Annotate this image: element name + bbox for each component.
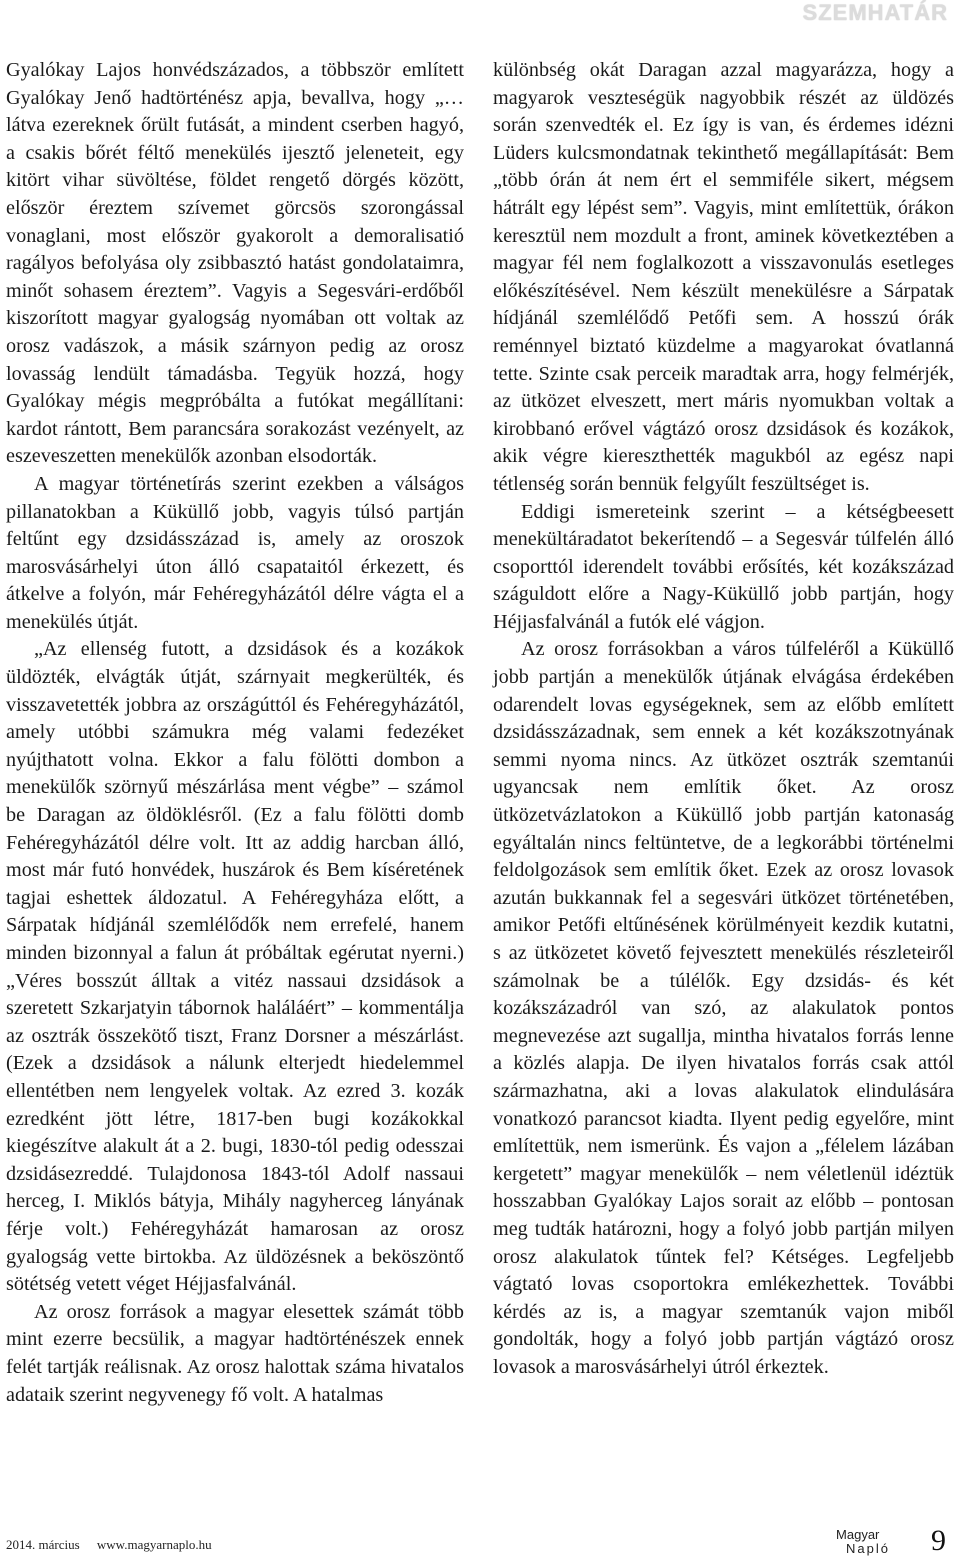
page-number: 9 (931, 1524, 946, 1557)
paragraph: „Az ellenség futott, a dzsidások és a kozákok üldözték, elvágták útját, szárnyait megkerülték, és visszavetették jobbra az országúttól és Fehéregyházától, amely utóbbi számukra még valami fedezéket nyújthatott volna. Ekkor a falu fölötti dombon a menekülők szörnyű mészárlása ment végbe” – számol be Daragan az öldöklésről. (Ez a falu fölötti domb Fehéregyházától délre volt. Itt az addig harcban álló, most már futó honvédek, huszárok és Bem kíséretének tagjai eshettek áldozatul. A Fehéregyháza előtt, a Sárpatak hídjánál szemlélődők nem errefelé, hanem minden bizonnyal a falun át próbáltak egérutat nyerni.) „Véres bosszút álltak a vitéz nassaui dzsidások a szeretett Szkarjatyin tábornok haláláért” – kommentálja az osztrák összekötő tiszt, Franz Dorsner a mészárlást. (Ezek a dzsidások a nálunk elterjedt hiedelemmel ellentétben nem lengyelek voltak. Az ezred 3. kozák ezredként jött létre, 1817-ben bugi kozákokkal kiegészítve alakult át a 2. bugi, 1830-tól pedig odesszai dzsidásezreddé. Tulajdonosa 1843-tól Adolf nassaui herceg, I. Miklós bátyja, Mihály nagyherceg lányának férje volt.) Fehéregyházát hamarosan az orosz gyalogság vette birtokba. Az üldözésnek a beköszöntő sötétség vetett véget Héjjasfalvánál. (6, 638, 464, 1296)
section-label: SZEMHATÁR (802, 0, 948, 25)
left-column (6, 57, 464, 1409)
logo-line-1: Magyar (836, 1527, 880, 1542)
paragraph: különbség okát Daragan azzal magyarázza, hogy a magyarok veszteségük nagyobbik részét az üldözés során szenvedték el. Ez így is van, és érdemes idézni Lüders kulcsmondatnak tekinthető megállapítását: Bem „több órán át nem ért el semmiféle sikert, mégsem hátrált egy lépést sem”. Vagyis, mint említettük, órákon keresztül nem mozdult a front, aminek következtében a magyar fél nem foglalkozott a visszavonulás esetleges előkészítésével. Nem készült menekülésre a Sárpatak hídjánál szemlélődő Petőfi sem. A hosszú órák reménnyel biztató küzdelme a magyarokat óvatlanná tette. Szinte csak perceik maradtak arra, hogy felmérjék, az ütközet elveszett, mert máris nyomukban voltak a kirobbanó erővel vágtázó orosz dzsidások és kozákok, akik végre kiereszthették magukból az egész napi tétlenség során bennük felgyűlt feszültséget is. (493, 59, 954, 495)
paragraph: A magyar történetírás szerint ezekben a válságos pillanatokban a Küküllő jobb, vagyis túlsó partján feltűnt egy dzsidásszázad is, amely az oroszok marosvásárhelyi úton álló csapataitól érkezett, és átkelve a folyón, már Fehéregyházától délre vágta el a menekülés útját. (6, 472, 464, 633)
footer-info (6, 1537, 212, 1553)
right-column (493, 57, 954, 1382)
paragraph: Gyalókay Lajos honvédszázados, a többször említett Gyalókay Jenő hadtörténész apja, bevallva, hogy „…látva ezereknek őrült futását, a mindent cserben hagyó, a csakis bőrét féltő menekülés ijesztő jeleneteit, egy kitört vihar süvöltése, földet rengető dörgés között, először éreztem szívemet görcsös szorongással vonaglani, most először gyakorolt a demoralisatió ragályos befolyása oly zsibbasztó hatást gondolataimra, minőt sohasem éreztem”. Vagyis a Segesvári-erdőből kiszorított magyar gyalogság nyomában ott voltak az orosz vadászok, a másik szárnyon pedig az orosz lovasság lendült támadásba. Tegyük hozzá, hogy Gyalókay mégis megpróbálta a futókat megállítani: kardot rántott, Bem parancsára sorakozást vezényelt, az eszeveszetten menekülők azonban elsodorták. (6, 59, 464, 468)
logo-line-2: Napló (846, 1541, 890, 1556)
paragraph: Az orosz források a magyar elesettek számát több mint ezerre becsülik, a magyar hadtörténészek ennek felét tartják reálisnak. Az orosz halottak száma hivatalos adataik szerint negyvenegy fő volt. A hatalmas (6, 1300, 464, 1406)
issue-date: 2014. március (6, 1537, 80, 1552)
website-link[interactable]: www.magyarnaplo.hu (96, 1537, 212, 1552)
paragraph: Az orosz forrásokban a város túlfeléről a Küküllő jobb partján a menekülők útjának elvágása érdekében odarendelt lovas egységeknek, sem az előbb említett dzsidásszázadnak, sem ennek a két kozákszotnyának semmi nyoma nincs. Az ütközet osztrák szemtanúi ugyancsak nem említik őket. Az orosz ütközetvázlatokon a Küküllő jobb partján katonaság egyáltalán nincs feltüntetve, de a legkorábbi történelmi feldolgozások sem említik őket. Ezek az orosz lovasok azután bukkannak fel a segesvári ütközet történetében, amikor Petőfi eltűnésének körülményeit kezdik kutatni, s az ütközetet követő fejvesztett menekülés részleteiről számolnak be a túlélők. Egy dzsidás- és két kozákszázadról van szó, az alakulatok pontos megnevezése azt sugallja, mintha hivatalos forrás lenne a közlés alapja. De ilyen hivatalos forrás csak attól származhatna, aki a lovas alakulatok elindulására vonatkozó parancsot kiadta. Ilyent pedig egyelőre, mint említettük, nem ismerünk. És vajon a „félelem lázában kergetett” magyar menekülők – nem véletlenül idéztük hosszabban Gyalókay Lajos sorait az előbb – pontosan meg tudták határozni, hogy a folyó jobb partján milyen orosz alakulatok tűntek fel? Kétséges. Legfeljebb vágtató lovas csoportokra emlékezhettek. További kérdés az is, a magyar szemtanúk vajon miből gondolták, hogy a folyó jobb partján vágtázó orosz lovasok a marosvásárhelyi útról érkeztek. (493, 638, 954, 1378)
page-footer (0, 1524, 960, 1558)
magazine-logo (836, 1528, 890, 1556)
paragraph: Eddigi ismereteink szerint – a kétségbeesett menekültáradatot bekerítendő – a Segesvár túlfelén álló csoporttól iderendelt további erősítés, két kozákszázad száguldott előre a Nagy-Küküllő jobb partján, hogy Héjjasfalvánál a futók elé vágjon. (493, 500, 954, 633)
